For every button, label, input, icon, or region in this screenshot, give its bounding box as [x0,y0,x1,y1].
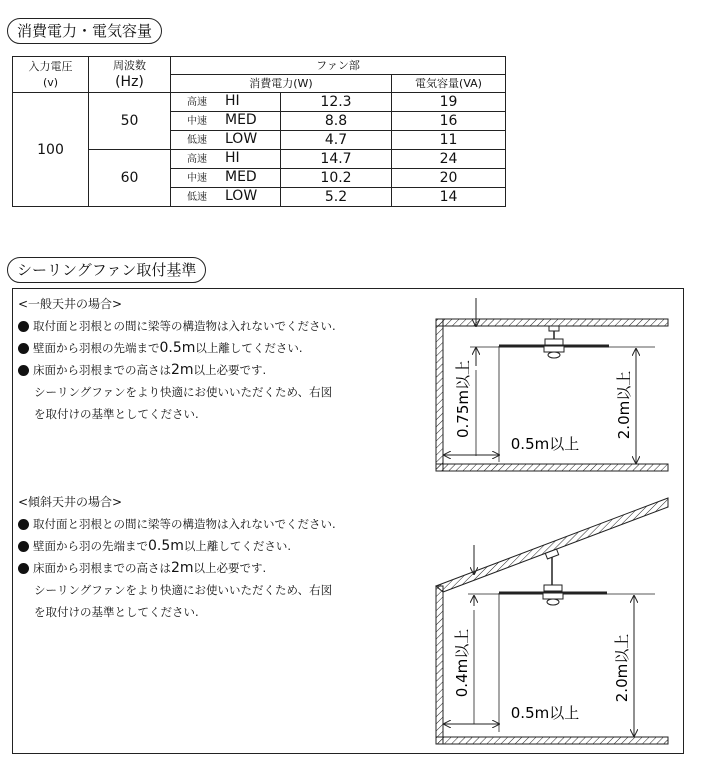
power-cell: 8.8 [281,112,392,131]
capacity-cell: 19 [392,93,506,112]
slope-floor-height-label: 2.0m以上 [613,633,631,703]
bullet-icon [18,365,29,376]
flat-ceiling-instructions [18,293,336,425]
flat-ceiling-clearance-label: 0.75m以上 [454,359,472,439]
capacity-cell: 14 [392,188,506,207]
bullet-icon [18,563,29,574]
standard-section-title: シーリングファン取付基準 [7,257,206,283]
slope-note-1: シーリングファンをより快適にお使いいただくため、右図 [34,583,333,597]
slope-heading: <傾斜天井の場合> [18,495,123,509]
slope-wall-clearance-label: 0.5m以上 [510,704,580,722]
header-capacity: 電気容量(VA) [392,75,506,93]
flat-bullet-2: 壁面から羽根の先端まで 0.5m 以上離してください. [18,337,336,359]
bullet-icon [18,343,29,354]
flat-note-2: を取付けの基準としてください. [34,407,199,421]
power-cell: 10.2 [281,169,392,188]
table-header-row [13,57,506,75]
slope-bullet-2: 壁面から羽の先端まで 0.5m 以上離してください. [18,535,336,557]
slope-bullet-3: 床面から羽根までの高さは 2m 以上必要です. [18,557,336,579]
table-row [13,93,506,112]
flat-note-1: シーリングファンをより快適にお使いいただくため、右図 [34,385,333,399]
capacity-cell: 24 [392,150,506,169]
freq-cell: 50 [89,93,171,150]
power-cell: 14.7 [281,150,392,169]
voltage-cell: 100 [13,93,89,207]
flat-heading: <一般天井の場合> [18,297,123,311]
power-cell: 4.7 [281,131,392,150]
header-fan: ファン部 [171,57,506,75]
bullet-icon [18,541,29,552]
speed-cell: 低速 LOW [171,131,281,150]
header-voltage: 入力電圧 (v) [13,57,89,93]
header-power: 消費電力(W) [171,75,392,93]
capacity-cell: 16 [392,112,506,131]
slope-ceiling-clearance-label: 0.4m以上 [453,628,471,698]
flat-wall-clearance-label: 0.5m以上 [510,435,580,453]
header-frequency: 周波数 (Hz) [89,57,171,93]
slope-ceiling-instructions [18,491,336,623]
capacity-cell: 20 [392,169,506,188]
speed-cell: 高速 HI [171,93,281,112]
power-section-title: 消費電力・電気容量 [7,18,162,44]
power-cell: 5.2 [281,188,392,207]
speed-cell: 中速 MED [171,112,281,131]
speed-cell: 高速 HI [171,150,281,169]
power-cell: 12.3 [281,93,392,112]
slope-note-2: を取付けの基準としてください. [34,605,199,619]
slope-bullet-1: 取付面と羽根との間に梁等の構造物は入れないでください. [18,513,336,535]
flat-floor-height-label: 2.0m以上 [615,370,633,440]
bullet-icon [18,519,29,530]
flat-bullet-1: 取付面と羽根との間に梁等の構造物は入れないでください. [18,315,336,337]
capacity-cell: 11 [392,131,506,150]
speed-cell: 中速 MED [171,169,281,188]
power-spec-table [12,56,506,207]
flat-bullet-3: 床面から羽根までの高さは 2m 以上必要です. [18,359,336,381]
speed-cell: 低速 LOW [171,188,281,207]
freq-cell: 60 [89,150,171,207]
bullet-icon [18,321,29,332]
